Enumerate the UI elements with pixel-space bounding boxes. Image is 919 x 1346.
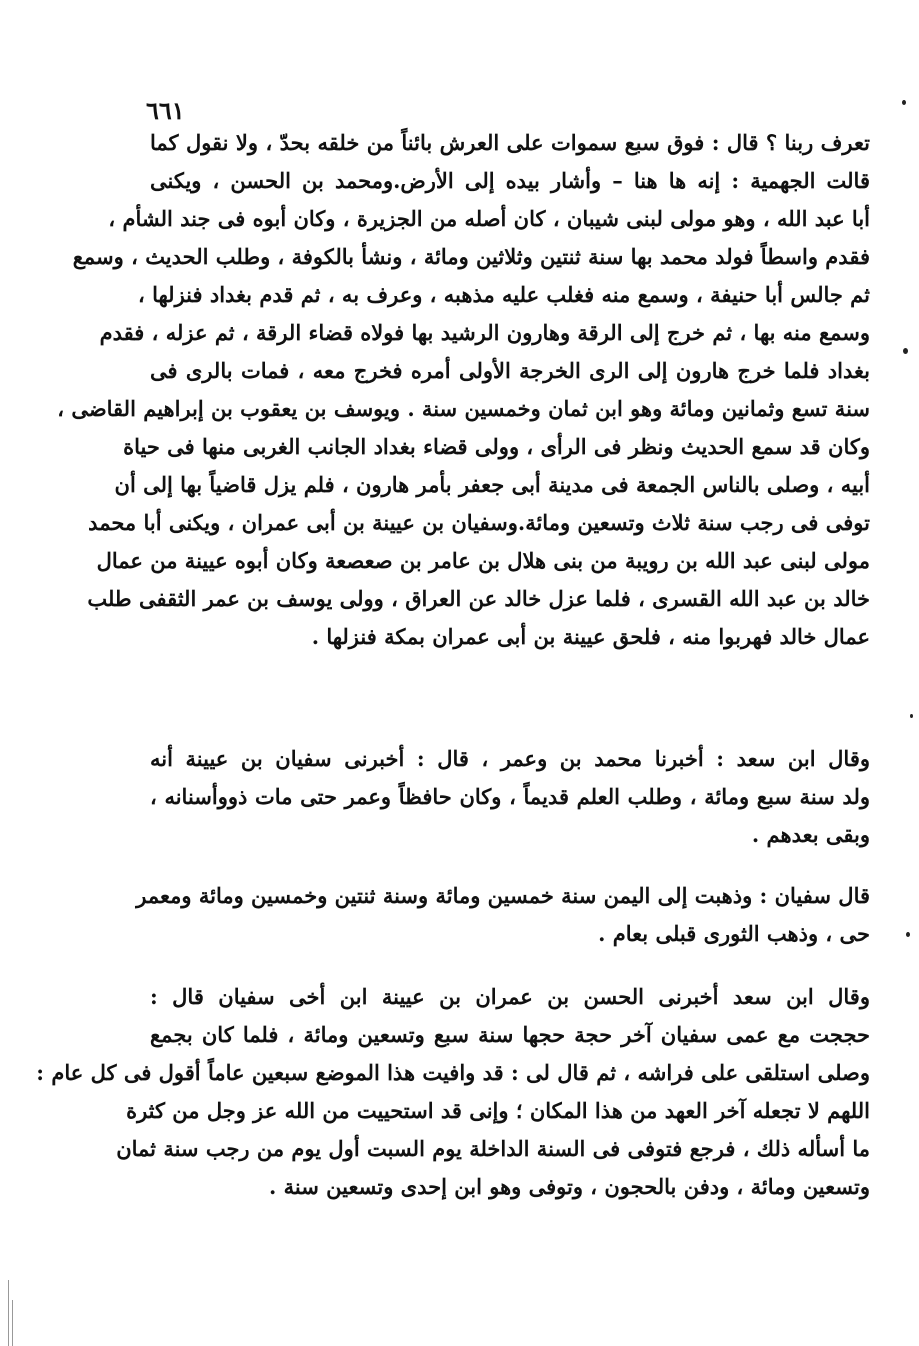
text-line: عمال خالد فهربوا منه ، فلحق عيينة بن أبى عمران بمكة فنزلها . xyxy=(311,624,870,649)
text-line: قالت الجهمية : إنه ها هنا – وأشار بيده إلى الأرض.ومحمد بن الحسن ، ويكنى xyxy=(150,168,870,193)
text-line: توفى فى رجب سنة ثلاث وتسعين ومائة.وسفيان بن عيينة بن أبى عمران ، ويكنى أبا محمد xyxy=(88,510,870,535)
text-line: أبا عبد الله ، وهو مولى لبنى شيبان ، كان أصله من الجزيرة ، وكان أبوه فى جند الشأم ، xyxy=(108,206,870,231)
binding-edge xyxy=(12,1300,13,1346)
text-line: وتسعين ومائة ، ودفن بالحجون ، وتوفى وهو ابن إحدى وتسعين سنة . xyxy=(269,1174,870,1199)
text-line: حى ، وذهب الثورى قبلى بعام . xyxy=(598,921,870,946)
text-line: سنة تسع وثمانين ومائة وهو ابن ثمان وخمسين سنة . ويوسف بن يعقوب بن إبراهيم القاضى ، xyxy=(57,396,870,421)
text-line: تعرف ربنا ؟ قال : فوق سبع سموات على العرش بائناً من خلقه بحدّ ، ولا نقول كما xyxy=(150,130,870,155)
text-line: حججت مع عمى سفيان آخر حجة حجها سنة سبع وتسعين ومائة ، فلما كان بجمع xyxy=(150,1022,870,1047)
text-line: ولد سنة سبع ومائة ، وطلب العلم قديماً ، وكان حافظاً وعمر حتى مات ذووأسنانه ، xyxy=(150,784,870,809)
text-line: وبقى بعدهم . xyxy=(751,822,870,847)
text-line: ما أسأله ذلك ، فرجع فتوفى فى السنة الداخلة يوم السبت أول يوم من رجب سنة ثمان xyxy=(116,1136,870,1161)
paragraph-2 xyxy=(150,740,870,854)
margin-dot xyxy=(910,714,913,718)
paragraph-3 xyxy=(136,877,870,953)
margin-dot xyxy=(906,932,910,937)
text-line: قال سفيان : وذهبت إلى اليمن سنة خمسين ومائة وسنة ثنتين وخمسين ومائة ومعمر xyxy=(136,883,870,908)
margin-dot xyxy=(902,100,906,105)
page-number: ٦٦١ xyxy=(146,96,185,125)
text-line: وسمع منه بها ، ثم خرج إلى الرقة وهارون الرشيد بها فولاه قضاء الرقة ، ثم عزله ، فقدم xyxy=(99,320,870,345)
text-line: ثم جالس أبا حنيفة ، وسمع منه فغلب عليه مذهبه ، وعرف به ، ثم قدم بغداد فنزلها ، xyxy=(138,282,870,307)
paragraph-1 xyxy=(57,124,870,656)
text-line: فقدم واسطاً فولد محمد بها سنة ثنتين وثلاثين ومائة ، ونشأ بالكوفة ، وطلب الحديث ، وسمع xyxy=(72,244,870,269)
text-line: أبيه ، وصلى بالناس الجمعة فى مدينة أبى جعفر بأمر هارون ، فلم يزل قاضياً بها إلى أن xyxy=(114,472,870,497)
text-line: وكان قد سمع الحديث ونظر فى الرأى ، وولى قضاء بغداد الجانب الغربى منها فى حياة xyxy=(123,434,870,459)
text-line: وقال ابن سعد : أخبرنا محمد بن وعمر ، قال : أخبرنى سفيان بن عيينة أنه xyxy=(150,746,870,771)
text-line: خالد بن عبد الله القسرى ، فلما عزل خالد عن العراق ، وولى يوسف بن عمر الثقفى طلب xyxy=(87,586,870,611)
text-line: وقال ابن سعد أخبرنى الحسن بن عمران بن عيينة ابن أخى سفيان قال : xyxy=(150,984,870,1009)
paragraph-4 xyxy=(36,978,870,1206)
margin-dot xyxy=(903,348,908,354)
text-line: اللهم لا تجعله آخر العهد من هذا المكان ؛ وإنى قد استحييت من الله عز وجل من كثرة xyxy=(126,1098,870,1123)
text-line: مولى لبنى عبد الله بن رويبة من بنى هلال بن عامر بن صعصعة وكان أبوه عيينة من عمال xyxy=(96,548,870,573)
binding-edge xyxy=(8,1280,9,1346)
text-line: وصلى استلقى على فراشه ، ثم قال لى : قد وافيت هذا الموضع سبعين عاماً أقول فى كل عام : xyxy=(36,1060,870,1085)
text-line: بغداد فلما خرج هارون إلى الرى الخرجة الأولى أمره فخرج معه ، فمات بالرى فى xyxy=(150,358,870,383)
